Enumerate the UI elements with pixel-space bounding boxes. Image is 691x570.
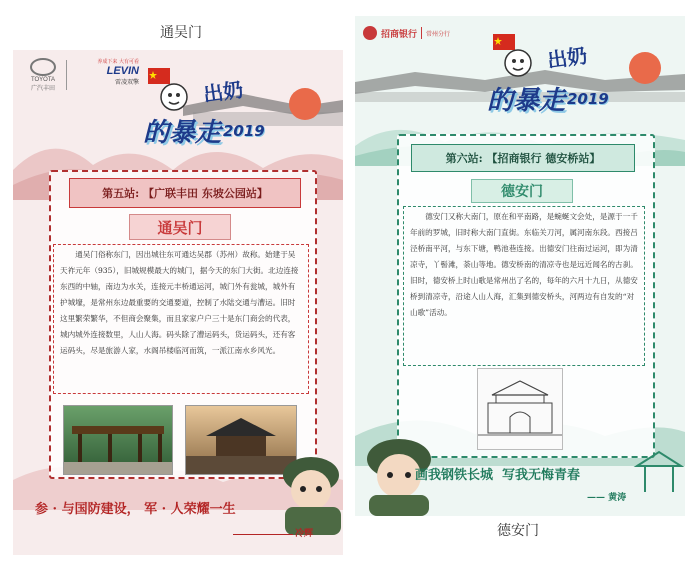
- gate-name: 通吴门: [157, 218, 203, 237]
- campaign-logo: [447, 28, 607, 128]
- cartoon-mascot-icon: [159, 82, 189, 112]
- cmb-bank-name: 招商银行: [381, 29, 418, 40]
- station-title-plate: [69, 178, 301, 208]
- caption-right: 德安门: [497, 523, 539, 539]
- logo-divider: [66, 60, 67, 90]
- cmb-divider: [421, 27, 422, 39]
- station-title-plate: [411, 144, 635, 172]
- cmb-branch: 常州分行: [426, 30, 451, 38]
- gate-description: 通吴门俗称东门，因出城往东可通达吴郡（苏州）故称。始建于吴天祚元年（935），旧城规模最大的城门，据今天的东门大街。北边连接东西的中轴，南边为水关，连接元丰桥通运河，城门外有瓮城，城外有护城壕，是常州东边最重要的交通要道，控制了水陆交通与漕运。旧时这里繁荣繁华，不但商会聚集，而且家家户户三十是东门商会的代表，城内城外连接数里，人山人海。码头除了漕运码头，货运码头，还有客运码头，尽是旅游人家，水阁吊楼临河而筑，一派江南水乡风光。: [60, 250, 299, 355]
- body-text-box: [53, 244, 309, 394]
- gate-sketch: [477, 368, 563, 450]
- toyota-emblem-icon: [30, 58, 56, 76]
- campaign-title: 的暴走: [487, 86, 566, 116]
- campaign-year: 2019: [223, 122, 265, 140]
- gate-name-plate: [471, 179, 573, 203]
- body-text-box: [403, 206, 645, 366]
- gate-description: 德安门又称大南门，原在和平南路，是蜿蜒文会处，是源于一千年前的罗城，旧时称大南门直街。东临关刀河，属河南东段。西接吕泾桥南平河，与东下塘，鸭池巷连接。出德安门往南过运河，即为清凉寺，丫髻滩，荼山等地。德安桥南的清凉寺也是远近闻名的古刹。旧时，德安桥上时山歌是常州出了名的，每年的六月十九日，从德安桥到清凉寺，沿途人山人海，汇集到德安桥头，河两边有自发的“对山歌”活动。: [410, 212, 638, 317]
- campaign-scribble: 出奶: [201, 77, 245, 107]
- campaign-logo: [123, 60, 273, 155]
- campaign-scribble: 出奶: [545, 43, 589, 73]
- slogan: 画我钢铁长城 写我无悔青春: [415, 468, 581, 483]
- slogan: 参 · 与国防建设， 军 · 人荣耀一生: [35, 502, 236, 517]
- campaign-year: 2019: [567, 90, 609, 108]
- toyota-logo: [23, 58, 63, 92]
- sun-decoration: [629, 52, 661, 84]
- cmb-logo: [363, 26, 450, 40]
- pavilion-silhouette-icon: [633, 446, 685, 496]
- station-title: 第六站: 【招商银行 德安桥站】: [445, 152, 601, 165]
- gate-name-plate: [129, 214, 231, 240]
- levin-slogan: 养成下来 大有可看: [97, 59, 139, 65]
- station-title: 第五站: 【广联丰田 东坡公园站】: [102, 187, 268, 200]
- signature-line: [233, 534, 293, 535]
- cartoon-mascot-icon: [503, 48, 533, 78]
- levin-model: LEVIN: [106, 65, 139, 77]
- poster-right: [355, 16, 685, 516]
- caption-left: 通吴门: [160, 25, 202, 41]
- poster-left: [13, 50, 343, 555]
- gate-name: 德安门: [501, 184, 543, 200]
- gate-photo-1: [63, 405, 173, 475]
- signature: —— 黄涛: [587, 493, 627, 503]
- campaign-title: 的暴走: [143, 118, 222, 148]
- levin-model-cn: 雷凌双擎: [114, 79, 139, 86]
- signature: 冷辉: [295, 529, 314, 539]
- toyota-brand: TOYOTA: [30, 77, 56, 83]
- cmb-emblem-icon: [363, 26, 377, 40]
- toyota-brand-cn: 广汽丰田: [30, 85, 55, 92]
- slogan-band: [13, 490, 343, 526]
